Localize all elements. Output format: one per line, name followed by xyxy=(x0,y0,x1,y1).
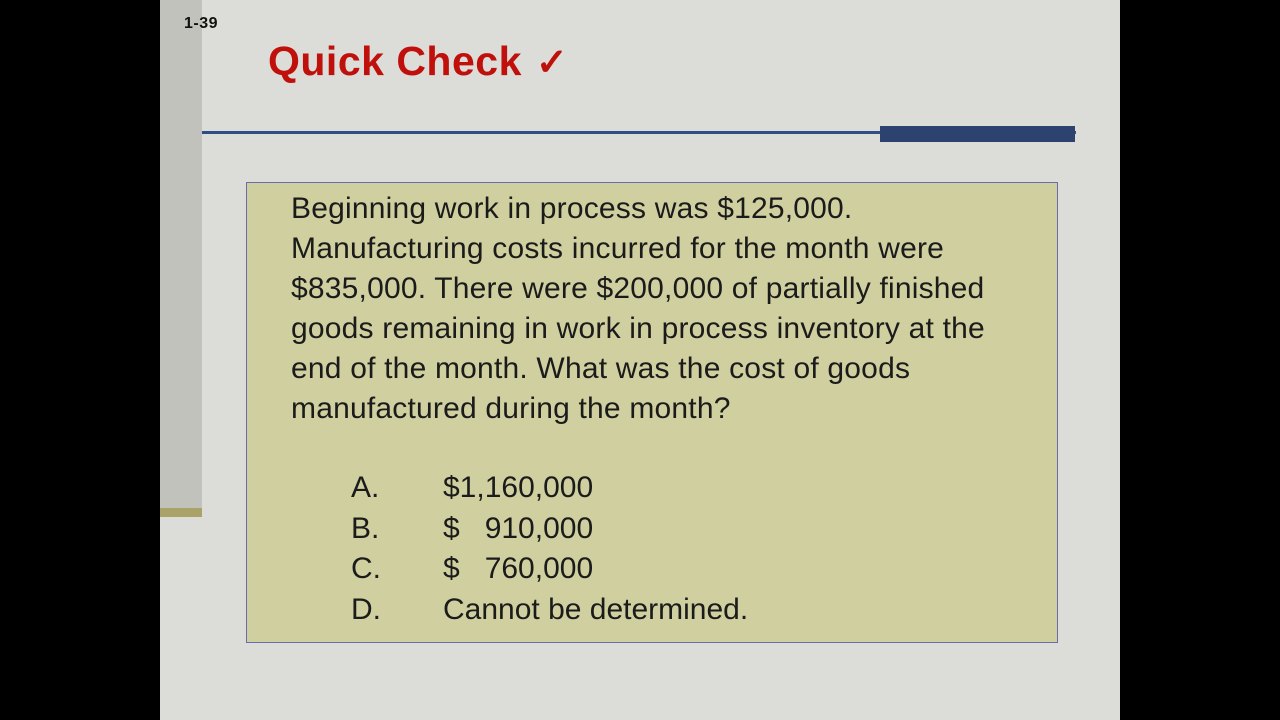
choice-text: $ 760,000 xyxy=(443,552,594,585)
page-title-text: Quick Check xyxy=(268,38,522,84)
decorative-left-band-foot xyxy=(160,508,202,517)
list-item[interactable] xyxy=(351,509,1051,550)
slide-number: 1-39 xyxy=(184,15,219,32)
title-divider-accent-block xyxy=(880,126,1075,142)
choice-text: $ 910,000 xyxy=(443,511,594,545)
list-item[interactable] xyxy=(351,590,1051,631)
decorative-left-band xyxy=(160,0,202,516)
question-text: Beginning work in process was $125,000. Manufacturing costs incurred for the month were $835,000. There were $200,000 of partially finished goods remaining in work in process inventory at the end of the month. What was the cost of goods manufactured during the month? xyxy=(291,192,985,425)
choice-text: Cannot be determined. xyxy=(443,592,749,626)
list-item[interactable] xyxy=(351,468,1051,509)
choice-letter: B. xyxy=(351,511,380,545)
slide xyxy=(160,0,1120,720)
choice-letter: D. xyxy=(351,592,381,626)
choice-letter: C. xyxy=(351,552,381,585)
page-title xyxy=(268,38,568,85)
choice-letter: A. xyxy=(351,471,380,504)
question-panel xyxy=(246,182,1058,643)
choice-text: $1,160,000 xyxy=(443,471,594,504)
answer-choices xyxy=(351,468,1051,630)
list-item[interactable] xyxy=(351,549,1051,590)
check-mark-icon: ✓ xyxy=(535,42,569,84)
